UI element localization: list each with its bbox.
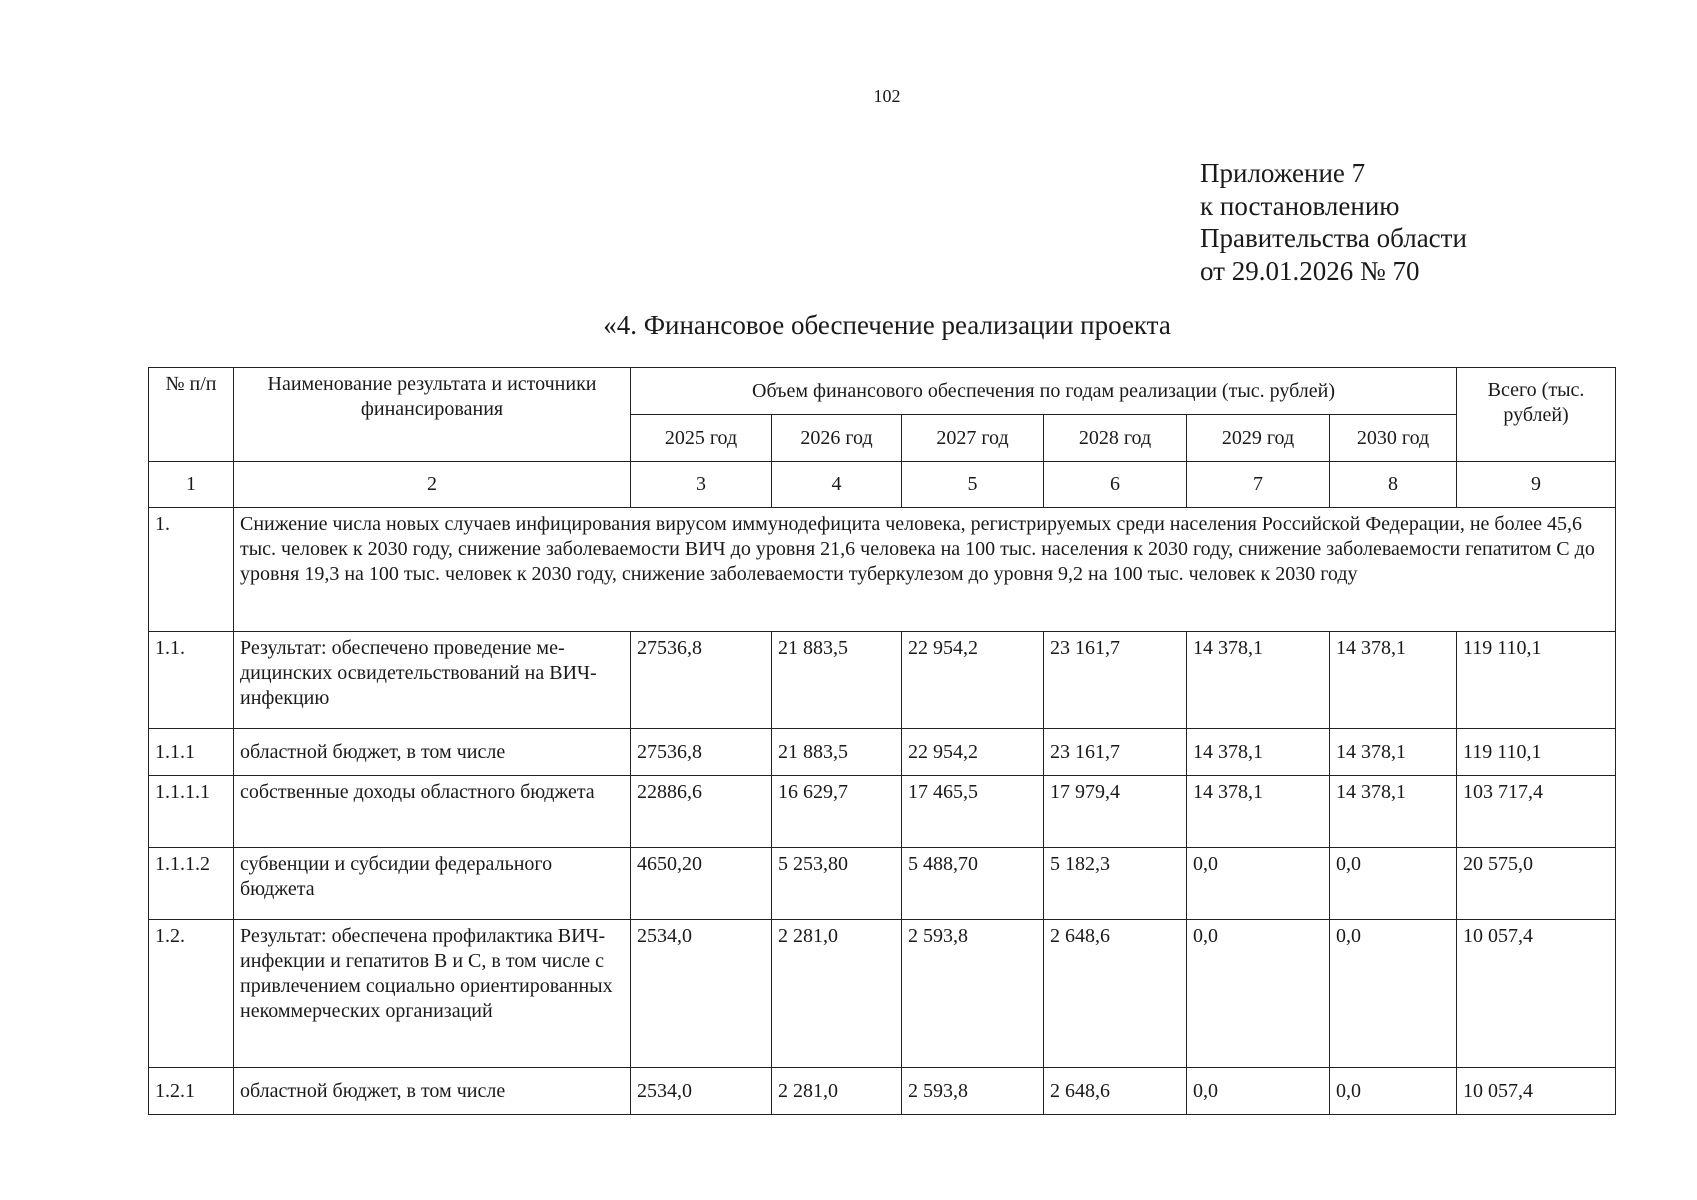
- goal-row: [149, 508, 1616, 632]
- appendix-line-2: к постановлению: [1200, 190, 1400, 221]
- column-number: 8: [1330, 462, 1457, 508]
- row-value: 23 161,7: [1044, 729, 1187, 776]
- goal-text: Снижение числа новых случаев инфицирования вирусом иммунодефицита человека, регистрируемых среди населения Российской Федерации, не более 45,6 тыс. человек к 2030 году, снижение заболеваемости ВИЧ до уровня 21,6 человека на 100 тыс. населения к 2030 году, снижение заболеваемости гепатитом С до уровня 19,3 на 100 тыс. человек к 2030 году, снижение заболеваемости туберкулезом до уровня 9,2 на 100 тыс. человек к 2030 году: [234, 508, 1616, 632]
- header-year: 2026 год: [772, 415, 902, 462]
- financing-table: [148, 367, 1616, 1115]
- row-value: 14 378,1: [1187, 729, 1330, 776]
- row-value: 27536,8: [631, 632, 772, 729]
- row-value: 4650,20: [631, 848, 772, 920]
- row-value: 2534,0: [631, 1068, 772, 1115]
- header-volume: Объем финансового обеспечения по годам реализации (тыс. рублей): [631, 368, 1457, 415]
- column-number: 6: [1044, 462, 1187, 508]
- row-value: 14 378,1: [1330, 632, 1457, 729]
- row-value: 22886,6: [631, 776, 772, 848]
- row-value: 14 378,1: [1187, 776, 1330, 848]
- row-name: субвенции и субсидии федерального бюджета: [234, 848, 631, 920]
- column-number: 4: [772, 462, 902, 508]
- row-value: 16 629,7: [772, 776, 902, 848]
- column-number: 9: [1457, 462, 1616, 508]
- row-value: 22 954,2: [902, 729, 1044, 776]
- row-value: 17 979,4: [1044, 776, 1187, 848]
- row-num: 1.2.1: [149, 1068, 234, 1115]
- column-number: 3: [631, 462, 772, 508]
- row-value: 23 161,7: [1044, 632, 1187, 729]
- goal-num: 1.: [149, 508, 234, 632]
- row-value: 14 378,1: [1330, 776, 1457, 848]
- row-value: 2 593,8: [902, 1068, 1044, 1115]
- header-num: № п/п: [149, 368, 234, 462]
- row-value: 14 378,1: [1187, 632, 1330, 729]
- row-total: 10 057,4: [1457, 1068, 1616, 1115]
- row-value: 21 883,5: [772, 632, 902, 729]
- column-number: 7: [1187, 462, 1330, 508]
- appendix-line-4: от 29.01.2026 № 70: [1200, 255, 1420, 286]
- row-value: 27536,8: [631, 729, 772, 776]
- header-year: 2029 год: [1187, 415, 1330, 462]
- table-row: [149, 729, 1616, 776]
- row-total: 119 110,1: [1457, 729, 1616, 776]
- appendix-line-3: Правительства области: [1200, 223, 1467, 253]
- row-value: 5 182,3: [1044, 848, 1187, 920]
- row-value: 2 648,6: [1044, 1068, 1187, 1115]
- table-row: [149, 848, 1616, 920]
- row-num: 1.1.1: [149, 729, 234, 776]
- header-total: Всего (тыс. рублей): [1457, 368, 1616, 462]
- table-row: [149, 920, 1616, 1068]
- document-title: «4. Финансовое обеспечение реализации проекта: [603, 310, 1171, 340]
- table-row: [149, 1068, 1616, 1115]
- row-name: Результат: обеспечено проведение медицинских освидетельствований на ВИЧ-инфекцию: [234, 632, 631, 729]
- row-total: 10 057,4: [1457, 920, 1616, 1068]
- header-year: 2025 год: [631, 415, 772, 462]
- row-value: 5 488,70: [902, 848, 1044, 920]
- row-value: 0,0: [1330, 920, 1457, 1068]
- row-value: 2 648,6: [1044, 920, 1187, 1068]
- row-name: областной бюджет, в том числе: [234, 1068, 631, 1115]
- row-value: 0,0: [1330, 848, 1457, 920]
- column-number: 5: [902, 462, 1044, 508]
- row-num: 1.1.1.2: [149, 848, 234, 920]
- row-total: 119 110,1: [1457, 632, 1616, 729]
- row-value: 22 954,2: [902, 632, 1044, 729]
- column-number: 2: [234, 462, 631, 508]
- row-name: областной бюджет, в том числе: [234, 729, 631, 776]
- page-number: 102: [873, 86, 901, 106]
- column-number: 1: [149, 462, 234, 508]
- column-number-row: [149, 462, 1616, 508]
- row-value: 0,0: [1330, 1068, 1457, 1115]
- header-name: Наименование результата и источники финансирования: [234, 368, 631, 462]
- appendix-block: [1200, 157, 1467, 287]
- header-year: 2027 год: [902, 415, 1044, 462]
- row-value: 17 465,5: [902, 776, 1044, 848]
- row-value: 2534,0: [631, 920, 772, 1068]
- row-total: 103 717,4: [1457, 776, 1616, 848]
- row-value: 2 593,8: [902, 920, 1044, 1068]
- row-total: 20 575,0: [1457, 848, 1616, 920]
- row-name: Результат: обеспечена профилактика ВИЧ-инфекции и гепатитов В и С, в том числе с привлечением социально ориентированных некоммерческих организаций: [234, 920, 631, 1068]
- row-num: 1.1.: [149, 632, 234, 729]
- row-value: 0,0: [1187, 848, 1330, 920]
- header-row: [149, 368, 1616, 415]
- row-value: 2 281,0: [772, 920, 902, 1068]
- appendix-line-1: Приложение 7: [1200, 158, 1366, 188]
- table-row: [149, 632, 1616, 729]
- row-num: 1.1.1.1: [149, 776, 234, 848]
- row-value: 5 253,80: [772, 848, 902, 920]
- row-value: 2 281,0: [772, 1068, 902, 1115]
- row-value: 0,0: [1187, 1068, 1330, 1115]
- row-name: собственные доходы областного бюджета: [234, 776, 631, 848]
- header-year: 2028 год: [1044, 415, 1187, 462]
- row-value: 21 883,5: [772, 729, 902, 776]
- row-value: 0,0: [1187, 920, 1330, 1068]
- table-row: [149, 776, 1616, 848]
- row-num: 1.2.: [149, 920, 234, 1068]
- row-value: 14 378,1: [1330, 729, 1457, 776]
- header-year: 2030 год: [1330, 415, 1457, 462]
